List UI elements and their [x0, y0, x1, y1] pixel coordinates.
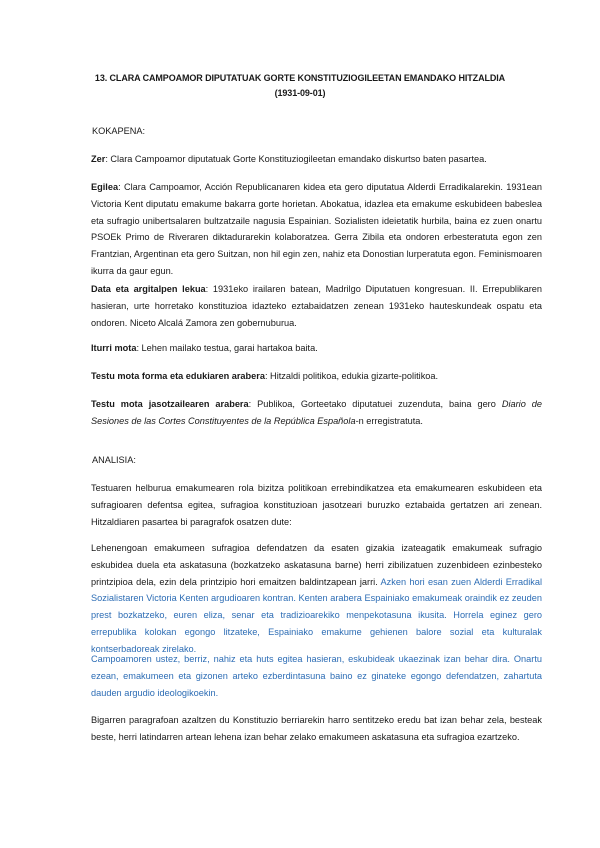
analisia-paragraph-3 [91, 651, 542, 701]
egilea-paragraph [91, 179, 542, 280]
iturri-paragraph [91, 340, 542, 357]
kokapena-heading-row [62, 124, 145, 139]
analisia-p1-text: Testuaren helburua emakumearen rola bizitza politikoan errebindikatzea eta emakumearen eskubideen eta sufragioaren defentsa egitea, sufragioa konstituzioan jasotzeari buruzko eztabaida gertatzen ari zenean. Hitzaldiaren pasartea bi paragrafok osatzen dute: [91, 483, 542, 527]
jasotzaile-paragraph [91, 396, 542, 430]
jasotzaile-text-a: : Publikoa, Gorteetako diputatuei zuzenduta, baina gero [248, 399, 502, 409]
jasotzaile-label: Testu mota jasotzailearen arabera [91, 399, 249, 409]
analisia-paragraph-2 [91, 540, 542, 658]
zer-paragraph [91, 151, 542, 168]
analisia-p2-text: Lehenengoan emakumeen sufragioa defendatzen da esaten gizakia izateagatik emakumeak sufragio eskubidea duela eta askatasuna (bozkatzeko askatasuna barne) herri zibilizatuen zuzenbideen ezinbesteko printzipioa dela, ezin dela printzipio hori emaitzen baldintzapean jarri. [91, 543, 542, 587]
jasotzaile-text-b: -n erregistratuta. [355, 415, 423, 426]
forma-paragraph [91, 368, 542, 385]
zer-text: : Clara Campoamor diputatuak Gorte Konstituziogileetan emandako diskurtso baten pasartea. [105, 154, 487, 164]
title-line-2: (1931-09-01) [274, 88, 326, 98]
analisia-p4-text: Bigarren paragrafoan azaltzen du Konstituzio berriarekin harro sentitzeko eredu bat izan behar zela, besteak beste, herri latindarren artean lehena izan behar zelako emakumeen askatasuna eta sufragioa ezartzeko. [91, 715, 542, 742]
analisia-p2-highlight: Azken hori esan zuen Alderdi Erradikal Sozialistaren Victoria Kenten argudioaren kontran. Kenten arabera Espainiako emakumeak oraindik ez zeuden prest bozkatzeko, euren eliza, senar eta tradizioarekiko menpekotasuna ikusita. Horrela eginez gero errepublika kolokan egongo litzateke, Espainiako emakume gehienen balore sozial eta kulturalak kontserbadoreak zirelako. [91, 576, 542, 654]
jasotzaile-italic: Diario de Sesiones de las Cortes Constituyentes de la República Española [91, 399, 542, 426]
analisia-paragraph-1 [91, 480, 542, 530]
data-label: Data eta argitalpen lekua [91, 284, 206, 294]
analisia-heading-row [62, 453, 136, 468]
analisia-p3-highlight: Campoamoren ustez, berriz, nahiz eta huts egitea hasieran, eskubideak ukaezinak izan behar dira. Onartu ezean, emakumeen eta gizonen arteko ezberdintasuna baino ez ginateke egongo defendatzen, zahartuta dauden argudio ideologikoekin. [91, 654, 542, 698]
zer-label: Zer [91, 154, 106, 164]
title-line-1: 13. CLARA CAMPOAMOR DIPUTATUAK GORTE KONSTITUZIOGILEETAN EMANDAKO HITZALDIA [94, 73, 506, 83]
document-title [60, 71, 540, 101]
data-paragraph [91, 281, 542, 331]
iturri-text: : Lehen mailako testua, garai hartakoa baita. [136, 343, 318, 353]
analisia-heading: ANALISIA: [92, 455, 136, 465]
kokapena-heading: KOKAPENA: [92, 126, 146, 136]
iturri-label: Iturri mota [91, 343, 137, 353]
forma-text: : Hitzaldi politikoa, edukia gizarte-politikoa. [264, 371, 439, 381]
data-text: : 1931eko irailaren batean, Madrilgo Diputatuen kongresuan. II. Errepublikaren hasieran, urte horretako konstituzioa idazteko eztabaidatzen zenean 1931eko hauteskundeak ospatu eta ondoren. Niceto Alcalá Zamora zen gobernuburua. [91, 284, 542, 328]
egilea-text: : Clara Campoamor, Acción Republicanaren kidea eta gero diputatua Alderdi Erradikalarekin. 1931ean Victoria Kent diputatu emakume bakarra gorte horietan. Abokatua, idazlea eta emakume eskubideen babeslea eta sufragio unibertsalaren bultzatzaile nagusia Espainian. Sozialisten ideietatik hurbila, baina ez zuen onartu PSOEk Primo de Riveraren diktadurarekin kolaboratzea. Gerra Zibila eta ondoren erbesteratuta egon zen Frantzian, Argentinan eta gero Suitzan, non hil egin zen, nahiz eta Donostian lurperatuta egon. Feminismoaren ikurra da gaur egun. [91, 182, 542, 276]
egilea-label: Egilea [91, 182, 119, 192]
forma-label: Testu mota forma eta edukiaren arabera [91, 371, 265, 381]
analisia-paragraph-4 [91, 712, 542, 746]
